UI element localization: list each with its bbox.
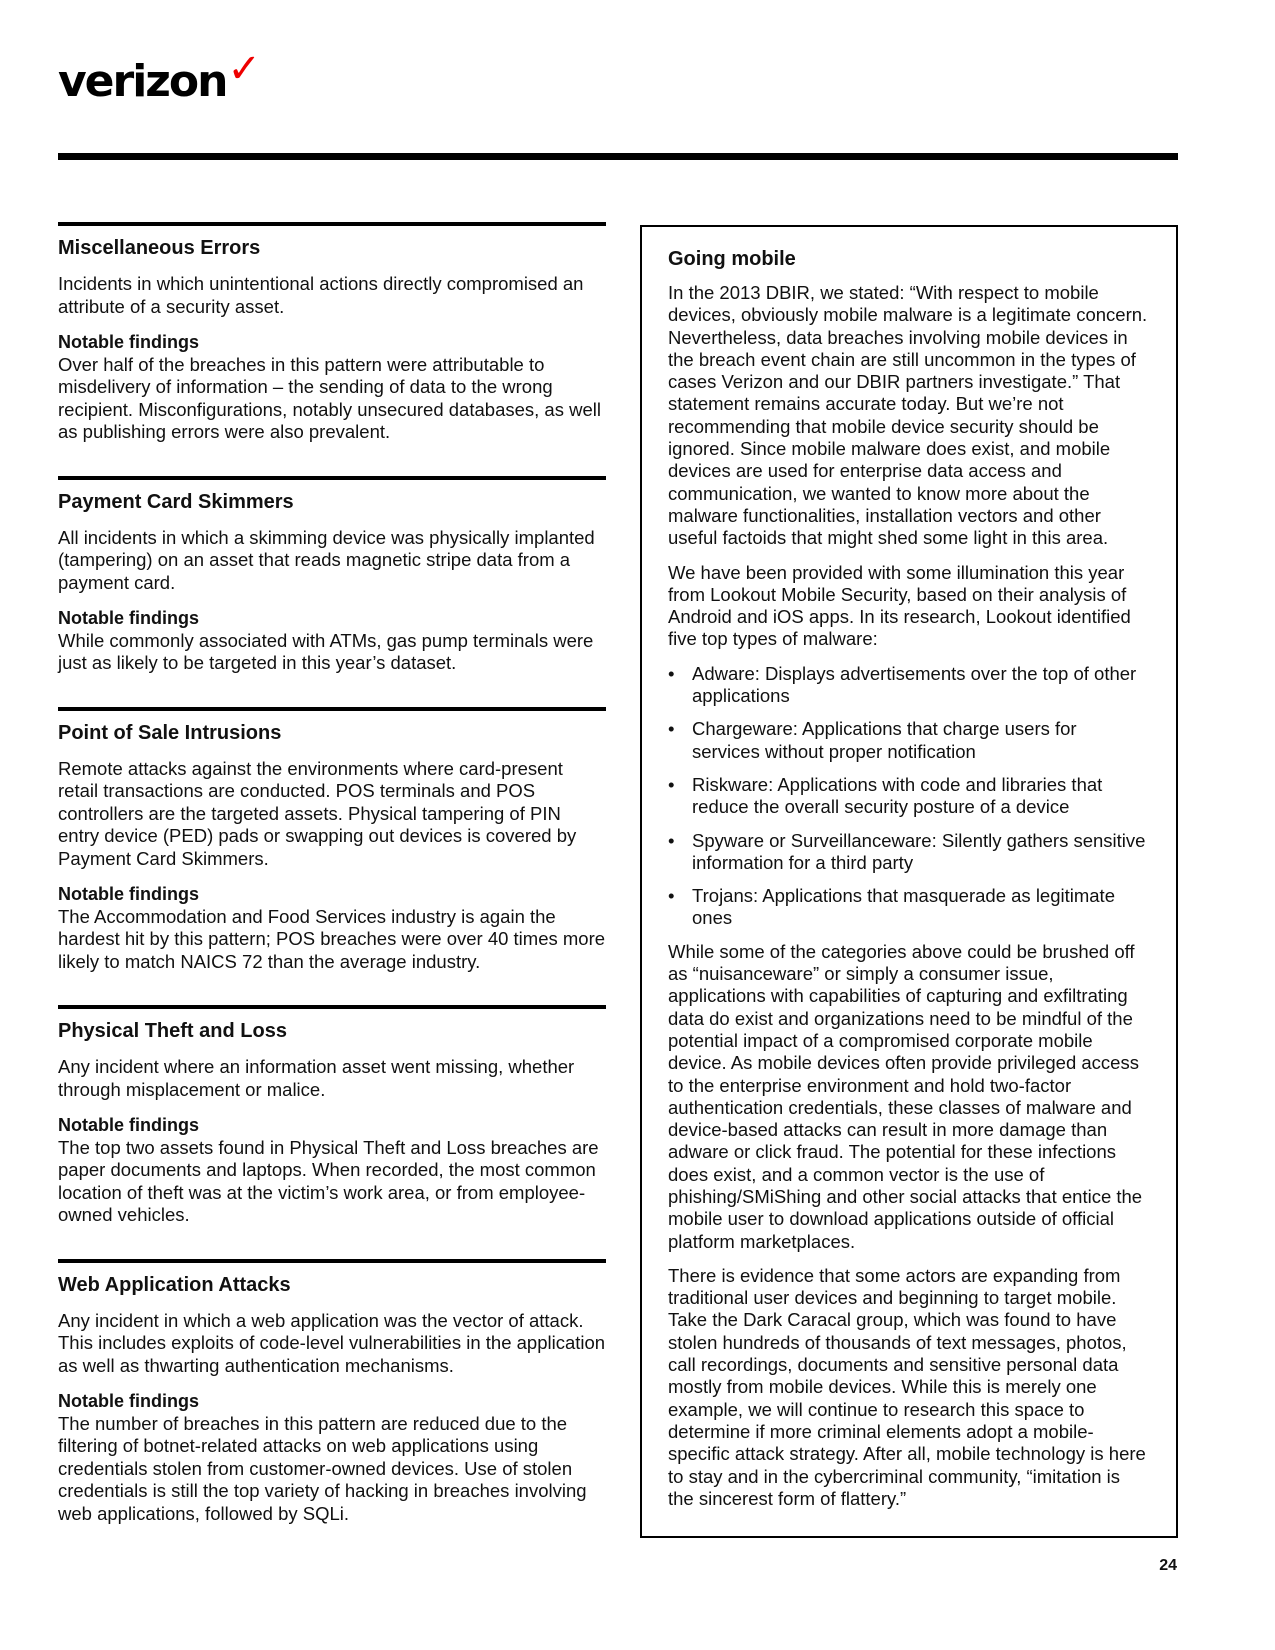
list-item [668, 885, 1148, 930]
sidebar-title: Going mobile [668, 248, 796, 270]
going-mobile-sidebar [640, 225, 1178, 1538]
sidebar-paragraph: We have been provided with some illumination this year from Lookout Mobile Security, based on their analysis of Android and iOS apps. In its research, Lookout identified five top types of malware: [668, 561, 1131, 650]
list-item-text: Chargeware: Applications that charge users for services without proper notification [692, 718, 1077, 762]
section-description: Incidents in which unintentional actions directly compromised an attribute of a security asset. [58, 273, 584, 317]
section-point-of-sale-intrusions [58, 707, 606, 974]
findings-text: The number of breaches in this pattern are reduced due to the filtering of botnet-related attacks on web applications using credentials stolen from customer-owned devices. Use of stolen credentials is still the top variety of hacking in breaches involving web applications, followed by SQLi. [58, 1412, 587, 1524]
findings-text: The Accommodation and Food Services industry is again the hardest hit by this pattern; POS breaches were over 40 times more likely to match NAICS 72 than the average industry. [58, 905, 606, 972]
findings-label: Notable findings [58, 332, 199, 352]
bullet-icon: • [668, 718, 675, 740]
findings-label: Notable findings [58, 884, 199, 904]
section-title: Miscellaneous Errors [58, 237, 261, 259]
section-description: Any incident in which a web application was the vector of attack. This includes exploits of code-level vulnerabilities in the application as well as thwarting authentication mechanisms. [58, 1309, 606, 1376]
logo-text: verizon [58, 56, 227, 107]
bullet-icon: • [668, 829, 675, 851]
list-item-text: Adware: Displays advertisements over the top of other applications [692, 662, 1137, 707]
findings-text: Over half of the breaches in this pattern were attributable to misdelivery of information – the sending of data to the wrong recipient. Misconfigurations, notably unsecured databases, as well as publishing errors were also prevalent. [58, 353, 601, 442]
list-item [668, 774, 1148, 819]
list-item [668, 718, 1148, 763]
list-item [668, 830, 1148, 875]
bullet-icon: • [668, 773, 675, 795]
findings-text: While commonly associated with ATMs, gas pump terminals were just as likely to be targeted in this year’s dataset. [58, 629, 594, 673]
sidebar-paragraph: There is evidence that some actors are expanding from traditional user devices and beginning to target mobile. Take the Dark Caracal group, which was found to have stolen hundreds of thousands of text messages, photos, call recordings, documents and sensitive personal data mostly from mobile devices. While this is merely one example, we will continue to research this space to determine if more criminal elements adopt a mobile-specific attack strategy. After all, mobile technology is here to stay and in the cybercriminal community, “imitation is the sincerest form of flattery.” [668, 1264, 1146, 1509]
findings-label: Notable findings [58, 1391, 199, 1411]
section-payment-card-skimmers [58, 476, 606, 675]
findings-text: The top two assets found in Physical Theft and Loss breaches are paper documents and laptops. When recorded, the most common location of theft was at the victim’s work area, or from employee-owned vehicles. [58, 1136, 599, 1225]
verizon-logo [58, 46, 261, 107]
checkmark-icon: ✓ [227, 46, 261, 92]
malware-types-list [668, 663, 1148, 930]
section-description: Any incident where an information asset went missing, whether through misplacement or malice. [58, 1056, 575, 1100]
section-description: All incidents in which a skimming device was physically implanted (tampering) on an asset that reads magnetic stripe data from a payment card. [58, 526, 595, 593]
section-title: Physical Theft and Loss [58, 1020, 287, 1042]
sidebar-paragraph: In the 2013 DBIR, we stated: “With respect to mobile devices, obviously mobile malware is a legitimate concern. Nevertheless, data breaches involving mobile devices in the breach event chain are still uncommon in the types of cases Verizon and our DBIR partners investigate.” That statement remains accurate today. But we’re not recommending that mobile device security should be ignored. Since mobile malware does exist, and mobile devices are used for enterprise data access and communication, we wanted to know more about the malware functionalities, installation vectors and other useful factoids that might shed some light in this area. [668, 282, 1148, 549]
header-rule [58, 153, 1178, 160]
section-description: Remote attacks against the environments where card-present retail transactions are conducted. POS terminals and POS controllers are the targeted assets. Physical tampering of PIN entry device (PED) pads or swapping out devices is covered by Payment Card Skimmers. [58, 757, 577, 869]
page-number: 24 [1159, 1557, 1177, 1574]
left-column [58, 222, 606, 1557]
findings-label: Notable findings [58, 1115, 199, 1135]
section-title: Payment Card Skimmers [58, 490, 294, 513]
list-item-text: Spyware or Surveillanceware: Silently gathers sensitive information for a third party [692, 829, 1146, 873]
findings-label: Notable findings [58, 608, 199, 628]
list-item-text: Trojans: Applications that masquerade as legitimate ones [692, 885, 1115, 929]
section-title: Web Application Attacks [58, 1273, 291, 1296]
section-physical-theft-and-loss [58, 1005, 606, 1227]
section-title: Point of Sale Intrusions [58, 721, 282, 744]
list-item [668, 663, 1148, 708]
section-web-application-attacks [58, 1259, 606, 1526]
sidebar-paragraph: While some of the categories above could be brushed off as “nuisanceware” or simply a consumer issue, applications with capabilities of capturing and exfiltrating data do exist and organizations need to be mindful of the potential impact of a compromised corporate mobile device. As mobile devices often provide privileged access to the enterprise environment and hold two-factor authentication credentials, these classes of malware and device-based attacks can result in more damage than adware or click fraud. The potential for these infections does exist, and a common vector is the use of phishing/SMiShing and other social attacks that entice the mobile user to download applications outside of official platform marketplaces. [668, 940, 1143, 1252]
section-miscellaneous-errors [58, 222, 606, 444]
bullet-icon: • [668, 885, 675, 907]
bullet-icon: • [668, 662, 675, 684]
list-item-text: Riskware: Applications with code and libraries that reduce the overall security posture of a device [692, 773, 1103, 818]
